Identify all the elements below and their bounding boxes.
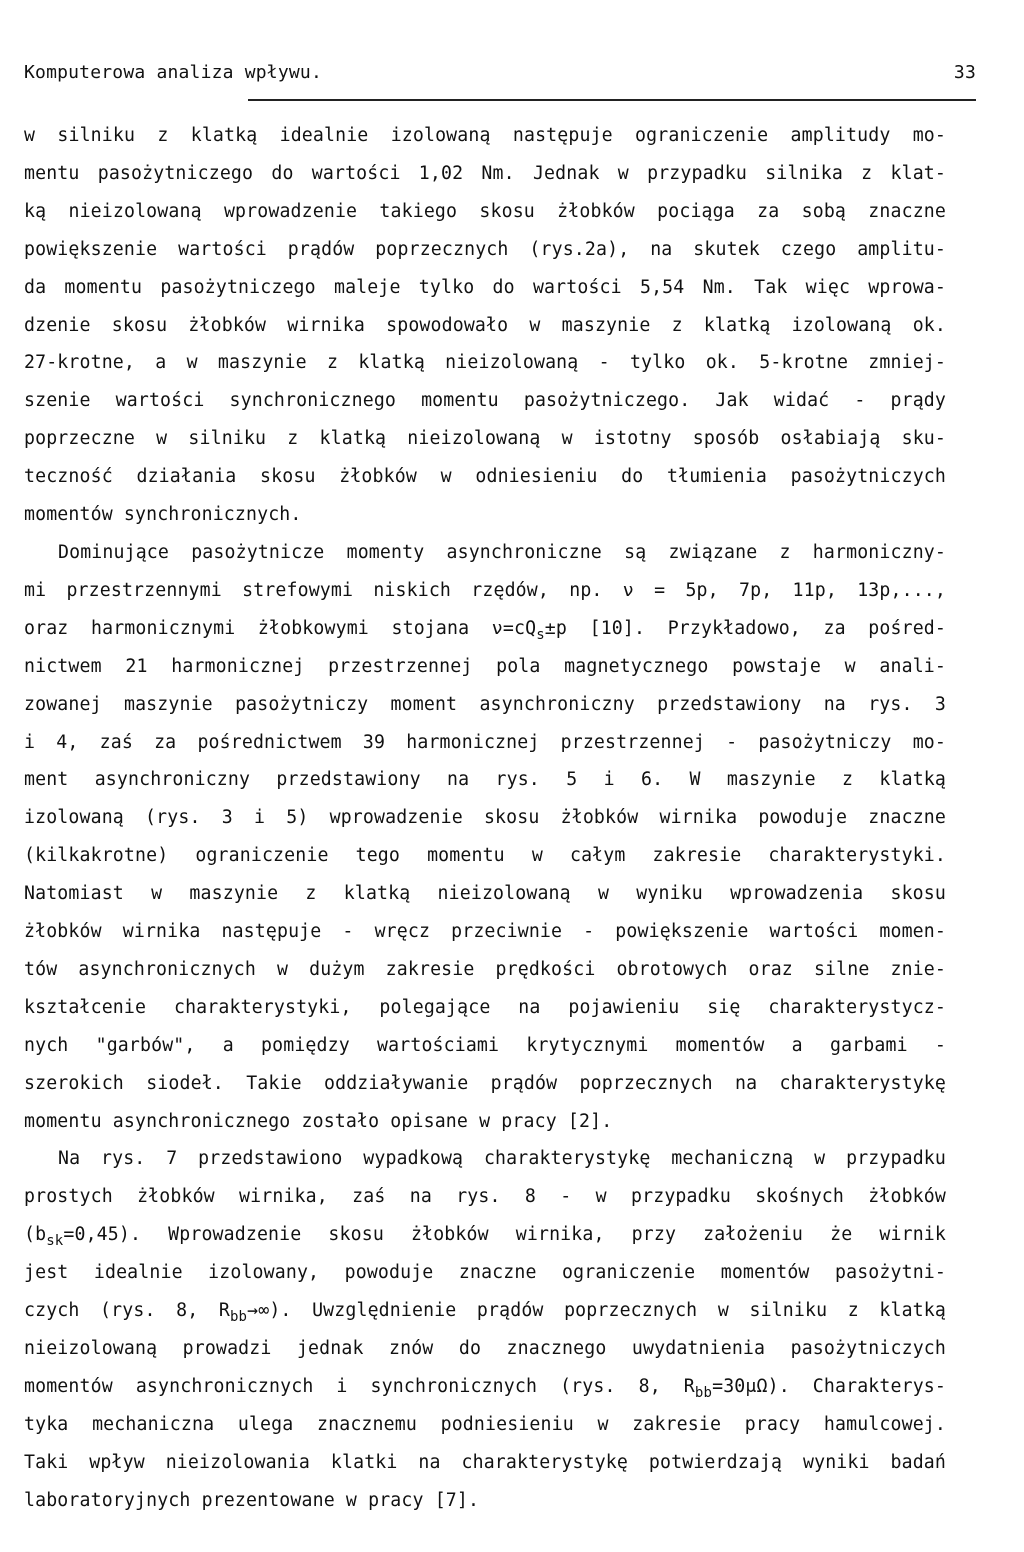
text-line: szerokich siodeł. Takie oddziaływanie prądów poprzecznych na charakterystykę [24, 1072, 946, 1094]
text-line: w silniku z klatką idealnie izolowaną następuje ograniczenie amplitudy mo- [24, 125, 946, 146]
text-line: nieizolowaną prowadzi jednak znów do znacznego uwydatnienia pasożytniczych [24, 1338, 946, 1359]
subscript: bb [694, 1384, 713, 1401]
text-line: momentu asynchronicznego zostało opisane w pracy [2]. [24, 1110, 613, 1132]
text-segment: momentów asynchronicznych i synchronicznych (rys. 8, R [24, 1375, 695, 1397]
running-header-title: Komputerowa analiza wpływu. [24, 62, 322, 83]
text-line: momentów synchronicznych. [24, 504, 302, 526]
text-line: mi przestrzennymi strefowymi niskich rzędów, np. ν = 5p, 7p, 11p, 13p,..., [24, 579, 946, 601]
text-line [24, 1292, 946, 1330]
text-line: laboratoryjnych prezentowane w pracy [7]. [24, 1489, 480, 1511]
text-segment: (b [24, 1224, 47, 1246]
text-line: żłobków wirnika następuje - wręcz przeciwnie - powiększenie wartości momen- [24, 921, 946, 943]
page-number: 33 [953, 62, 976, 83]
text-segment: czych (rys. 8, R [24, 1300, 230, 1322]
text-line: powiększenie wartości prądów poprzecznych (rys.2a), na skutek czego amplitu- [24, 238, 946, 260]
text-line: szenie wartości synchronicznego momentu pasożytniczego. Jak widać - prądy [24, 390, 946, 412]
text-segment: ±p [10]. Przykładowo, za pośred- [544, 617, 946, 639]
text-line [24, 1368, 946, 1406]
text-line: tyka mechaniczna ulega znacznemu podniesieniu w zakresie pracy hamulcowej. [24, 1413, 946, 1435]
text-line: tów asynchronicznych w dużym zakresie prędkości obrotowych oraz silne znie- [24, 958, 946, 980]
text-line: i 4, zaś za pośrednictwem 39 harmonicznej przestrzennej - pasożytniczy mo- [24, 731, 946, 753]
text-line: zowanej maszynie pasożytniczy moment asynchroniczny przedstawiony na rys. 3 [24, 693, 946, 715]
text-line: nictwem 21 harmonicznej przestrzennej pola magnetycznego powstaje w anali- [24, 655, 946, 677]
text-line: Taki wpływ nieizolowania klatki na charakterystykę potwierdzają wyniki badań [24, 1451, 946, 1473]
text-line: Natomiast w maszynie z klatką nieizolowaną w wyniku wprowadzenia skosu [24, 883, 946, 905]
subscript: bb [229, 1309, 248, 1326]
text-line: Dominujące pasożytnicze momenty asynchroniczne są związane z harmoniczny- [58, 541, 946, 563]
subscript: s [536, 626, 545, 643]
text-segment: =0,45). Wprowadzenie skosu żłobków wirnika, przy założeniu że wirnik [63, 1224, 946, 1246]
body-text [24, 117, 946, 1520]
text-segment: =30μΩ). Charakterys- [712, 1375, 946, 1397]
text-line: (kilkakrotne) ograniczenie tego momentu w całym zakresie charakterystyki. [24, 845, 946, 867]
text-line: nych "garbów", a pomiędzy wartościami krytycznymi momentów a garbami - [24, 1034, 946, 1056]
text-line [24, 610, 946, 648]
subscript: sk [46, 1233, 64, 1250]
text-line: kształcenie charakterystyki, polegające na pojawieniu się charakterystycz- [24, 996, 946, 1018]
text-line: ment asynchroniczny przedstawiony na rys. 5 i 6. W maszynie z klatką [24, 769, 946, 791]
text-line: prostych żłobków wirnika, zaś na rys. 8 - w przypadku skośnych żłobków [24, 1186, 946, 1208]
text-line: mentu pasożytniczego do wartości 1,02 Nm. Jednak w przypadku silnika z klat- [24, 162, 946, 184]
text-line: teczność działania skosu żłobków w odniesieniu do tłumienia pasożytniczych [24, 466, 946, 488]
text-line: izolowaną (rys. 3 i 5) wprowadzenie skosu żłobków wirnika powoduje znaczne [24, 807, 946, 829]
running-header [24, 62, 976, 83]
header-rule [248, 99, 976, 101]
text-line: jest idealnie izolowany, powoduje znaczne ograniczenie momentów pasożytni- [24, 1262, 946, 1284]
text-line [24, 1216, 946, 1254]
text-line: ką nieizolowaną wprowadzenie takiego skosu żłobków pociąga za sobą znaczne [24, 200, 946, 222]
text-segment: →∞). Uwzględnienie prądów poprzecznych w silniku z klatką [247, 1300, 946, 1322]
text-line: poprzeczne w silniku z klatką nieizolowaną w istotny sposób osłabiają sku- [24, 428, 946, 450]
text-line: 27-krotne, a w maszynie z klatką nieizolowaną - tylko ok. 5-krotne zmniej- [24, 352, 946, 374]
text-line: dzenie skosu żłobków wirnika spowodowało w maszynie z klatką izolowaną ok. [24, 314, 946, 336]
text-line: Na rys. 7 przedstawiono wypadkową charakterystykę mechaniczną w przypadku [58, 1148, 946, 1170]
text-segment: oraz harmonicznymi żłobkowymi stojana ν=cQ [24, 617, 537, 639]
text-line: da momentu pasożytniczego maleje tylko do wartości 5,54 Nm. Tak więc wprowa- [24, 276, 946, 298]
